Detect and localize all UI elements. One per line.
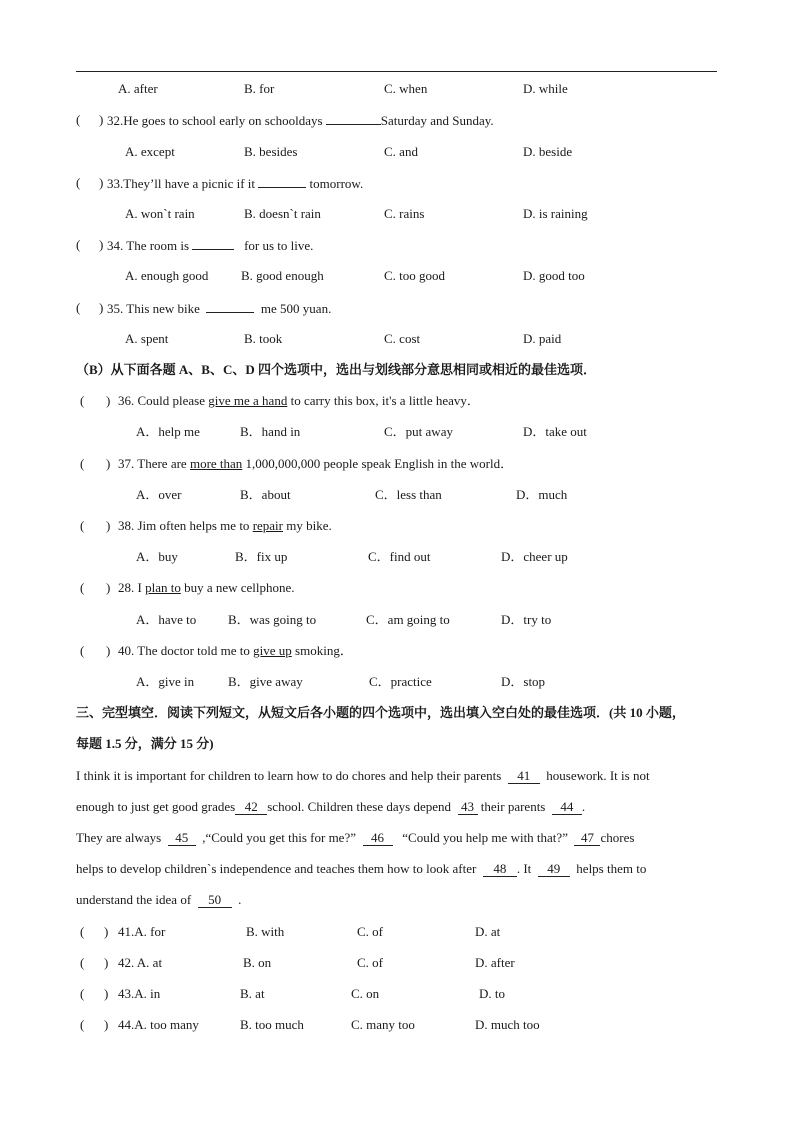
option-d: D. at (475, 924, 501, 939)
option-a: A．buy (136, 549, 178, 564)
option-a: A．have to (136, 612, 197, 627)
option-b: B. besides (244, 144, 298, 159)
option-d: D．stop (501, 674, 546, 689)
answer-paren-open: ( (76, 175, 81, 190)
option-a: A．give in (136, 674, 195, 689)
underlined-phrase: give me a hand (208, 393, 288, 408)
option-a: A．over (136, 487, 182, 502)
option-c: C. rains (384, 206, 425, 221)
option-a: A. after (118, 81, 158, 96)
option-a: 43.A. in (118, 986, 161, 1001)
option-d: D．take out (523, 424, 587, 439)
answer-paren-close: ) (99, 175, 104, 190)
option-b: B．about (240, 487, 291, 502)
option-a: A. spent (125, 331, 169, 346)
question-stem: 37. There are more than 1,000,000,000 people speak English in the world． (118, 456, 514, 471)
answer-paren-close: ) (106, 456, 111, 471)
answer-paren-open: ( (76, 237, 81, 252)
answer-paren-open: ( (80, 643, 85, 658)
answer-paren-close: ) (99, 112, 104, 127)
underlined-phrase: give up (253, 643, 292, 658)
blank-46: 46 (363, 831, 393, 846)
question-stem: 33.They’ll have a picnic if it tomorrow. (107, 176, 364, 191)
question-stem: 34. The room is for us to live. (107, 238, 314, 253)
blank-50: 50 (198, 893, 232, 908)
option-d: D. paid (523, 331, 562, 346)
answer-paren-open: ( (80, 1017, 85, 1032)
answer-paren-close: ) (99, 300, 104, 315)
blank-49: 49 (538, 862, 570, 877)
option-a: 41.A. for (118, 924, 166, 939)
blank-41: 41 (508, 769, 540, 784)
option-c: C. of (357, 924, 383, 939)
section-b-heading: （B）从下面各题 A、B、C、D 四个选项中，选出与划线部分意思相同或相近的最佳选项． (76, 362, 597, 377)
underlined-phrase: plan to (145, 580, 181, 595)
option-c: C. too good (384, 268, 446, 283)
passage-line-4: helps to develop children`s independence and teaches them how to look after 48 . It 49 helps them to (76, 861, 647, 876)
option-d: D．try to (501, 612, 552, 627)
option-c: C. of (357, 955, 383, 970)
option-d: D. much too (475, 1017, 540, 1032)
answer-paren-open: ( (80, 393, 85, 408)
passage-line-2: enough to just get good grades 42 school. Children these days depend 43 their parents 44 . (76, 799, 586, 814)
answer-blank (206, 300, 254, 313)
answer-paren-open: ( (80, 986, 85, 1001)
option-b: B. for (244, 81, 275, 96)
option-b: B．hand in (240, 424, 301, 439)
option-d: D. is raining (523, 206, 588, 221)
blank-44: 44 (552, 800, 582, 815)
answer-blank (326, 112, 381, 125)
answer-paren-close: ) (106, 580, 111, 595)
option-b: B. at (240, 986, 265, 1001)
blank-48: 48 (483, 862, 517, 877)
answer-paren-close: ) (106, 393, 111, 408)
option-c: C. and (384, 144, 418, 159)
answer-paren-open: ( (76, 112, 81, 127)
header-rule (76, 71, 717, 72)
answer-paren-open: ( (80, 580, 85, 595)
blank-42: 42 (235, 800, 267, 815)
option-b: B. good enough (241, 268, 324, 283)
option-c: C. when (384, 81, 428, 96)
blank-43: 43 (458, 800, 478, 815)
answer-paren-open: ( (80, 518, 85, 533)
option-b: B. doesn`t rain (244, 206, 321, 221)
answer-paren-open: ( (80, 456, 85, 471)
question-stem: 40. The doctor told me to give up smoking． (118, 643, 353, 658)
option-b: B. on (243, 955, 272, 970)
passage-line-1: I think it is important for children to learn how to do chores and help their parents 41 housework. It is not (76, 768, 650, 783)
option-c: C．put away (384, 424, 453, 439)
option-a: 44.A. too many (118, 1017, 199, 1032)
option-c: C．practice (369, 674, 432, 689)
option-a: 42. A. at (118, 955, 163, 970)
option-a: A. except (125, 144, 175, 159)
option-d: D．cheer up (501, 549, 568, 564)
option-b: B．was going to (228, 612, 317, 627)
answer-blank (192, 237, 234, 250)
option-d: D. to (479, 986, 505, 1001)
option-b: B. with (246, 924, 285, 939)
option-c: C. many too (351, 1017, 415, 1032)
underlined-phrase: more than (189, 456, 243, 471)
answer-paren-open: ( (76, 300, 81, 315)
answer-paren-close: ) (104, 986, 109, 1001)
underlined-phrase: repair (252, 518, 283, 533)
option-b: B．give away (228, 674, 303, 689)
answer-paren-close: ) (104, 1017, 109, 1032)
section-3-heading-line2: 每题 1.5 分，满分 15 分) (76, 736, 214, 751)
answer-paren-close: ) (106, 518, 111, 533)
answer-paren-open: ( (80, 924, 85, 939)
question-stem: 28. I plan to buy a new cellphone. (118, 580, 295, 595)
passage-line-5: understand the idea of 50 . (76, 892, 242, 907)
option-c: C. cost (384, 331, 421, 346)
blank-45: 45 (168, 831, 196, 846)
answer-paren-close: ) (104, 924, 109, 939)
question-stem: 36. Could please give me a hand to carry this box, it's a little heavy． (118, 393, 480, 408)
answer-paren-close: ) (106, 643, 111, 658)
option-d: D. while (523, 81, 568, 96)
option-b: B. too much (240, 1017, 304, 1032)
option-c: C．find out (368, 549, 431, 564)
option-b: B．fix up (235, 549, 288, 564)
question-stem: 38. Jim often helps me to repair my bike. (118, 518, 332, 533)
option-a: A．help me (136, 424, 200, 439)
answer-paren-close: ) (99, 237, 104, 252)
passage-line-3: They are always 45 ,“Could you get this for me?” 46 “Could you help me with that?” 47 chores (76, 830, 635, 845)
answer-paren-close: ) (104, 955, 109, 970)
option-d: D. beside (523, 144, 573, 159)
answer-blank (258, 175, 306, 188)
question-stem: 35. This new bike me 500 yuan. (107, 301, 332, 316)
question-stem: 32.He goes to school early on schooldays Saturday and Sunday. (107, 113, 494, 128)
option-d: D. after (475, 955, 515, 970)
option-a: A. enough good (125, 268, 209, 283)
answer-paren-open: ( (80, 955, 85, 970)
option-b: B. took (244, 331, 283, 346)
section-3-heading-line1: 三、完型填空．阅读下列短文，从短文后各小题的四个选项中，选出填入空白处的最佳选项．(共 10 小题， (76, 705, 685, 720)
option-d: D．much (516, 487, 568, 502)
option-c: C．am going to (366, 612, 450, 627)
option-c: C．less than (375, 487, 442, 502)
option-c: C. on (351, 986, 380, 1001)
option-a: A. won`t rain (125, 206, 195, 221)
option-d: D. good too (523, 268, 585, 283)
blank-47: 47 (574, 831, 600, 846)
